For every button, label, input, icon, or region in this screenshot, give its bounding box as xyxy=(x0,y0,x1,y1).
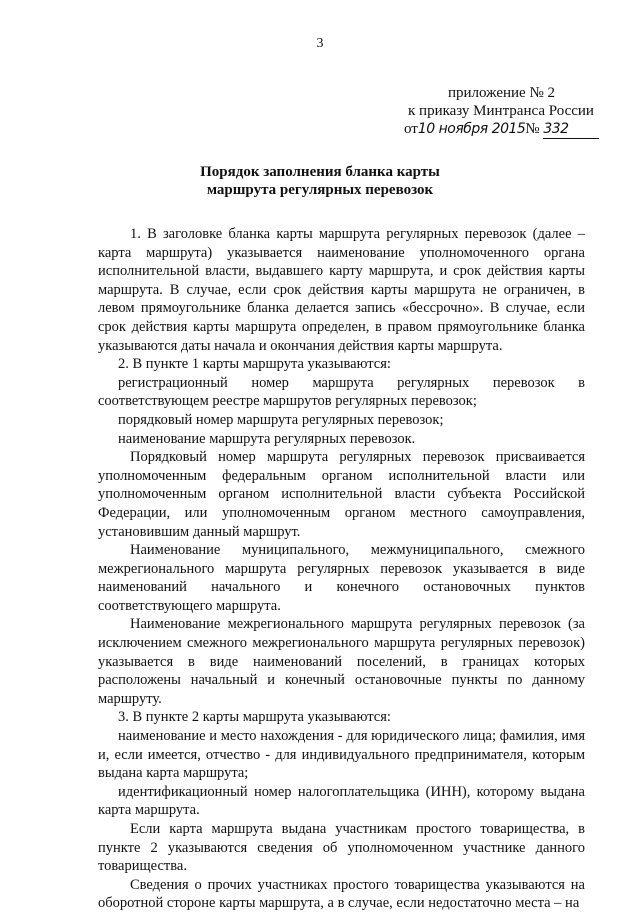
appendix-order: к приказу Минтранса России xyxy=(408,103,594,119)
document-body xyxy=(98,225,585,913)
number-underline xyxy=(543,120,599,139)
number-label: № xyxy=(525,121,540,137)
title-line-2: маршрута регулярных перевозок xyxy=(206,182,434,198)
paragraph: Если карта маршрута выдана участникам простого товарищества, в пункте 2 указываются сведения об уполномоченном участнике данного товарищества. xyxy=(98,821,585,875)
handwritten-date: 10 ноября 2015 xyxy=(417,121,526,137)
paragraph: Наименование муниципального, межмуниципального, смежного межрегионального маршрута регулярных перевозок указывается в виде наименований начального и конечного остановочных пунктов соответствующего маршрута. xyxy=(98,542,585,614)
document-title xyxy=(0,163,640,199)
appendix-title: приложение № 2 xyxy=(448,85,556,101)
paragraph: 3. В пункте 2 карты маршрута указываются: xyxy=(118,709,391,726)
paragraph: наименование маршрута регулярных перевозок. xyxy=(118,430,416,447)
appendix-date-line xyxy=(404,120,614,139)
appendix-block xyxy=(404,84,614,139)
paragraph: наименование и место нахождения - для юридического лица; фамилия, имя и, если имеется, отчество - для индивидуального предпринимателя, которым выдана карта маршрута; xyxy=(98,728,585,782)
paragraph: 1. В заголовке бланка карты маршрута регулярных перевозок (далее – карта маршрута) указывается наименование уполномоченного органа исполнительной власти, выдавшего карту маршрута, и срок действия карты маршрута. В случае, если срок действия карты маршрута не ограничен, в левом прямоугольнике бланка делается запись «бессрочно». В случае, если срок действия карты маршрута определен, в правом прямоугольнике бланка указываются даты начала и окончания действия карты маршрута. xyxy=(98,226,585,354)
paragraph: регистрационный номер маршрута регулярных перевозок в соответствующем реестре маршрутов регулярных перевозок; xyxy=(98,374,585,410)
paragraph: идентификационный номер налогоплательщика (ИНН), которому выдана карта маршрута. xyxy=(98,783,585,819)
from-label: от xyxy=(404,121,418,137)
paragraph: 2. В пункте 1 карты маршрута указываются: xyxy=(118,356,391,373)
title-line-1: Порядок заполнения бланка карты xyxy=(200,164,440,180)
paragraph: Порядковый номер маршрута регулярных перевозок присваивается уполномоченным федеральным органом исполнительной власти или уполномоченным органом исполнительной власти субъекта Российской Федерации, или уполномоченным органом местного самоуправления, установившим данный маршрут. xyxy=(98,449,585,540)
handwritten-number: 332 xyxy=(543,121,569,137)
paragraph: Сведения о прочих участниках простого товарищества указываются на оборотной стороне карты маршрута, а в случае, если недостаточно места – на xyxy=(98,876,585,912)
paragraph: порядковый номер маршрута регулярных перевозок; xyxy=(118,411,444,428)
paragraph: Наименование межрегионального маршрута регулярных перевозок (за исключением смежного межрегионального маршрута регулярных перевозок) указывается в виде наименований поселений, в границах которых расположены начальный и конечный остановочные пункты по данному маршруту. xyxy=(98,616,585,707)
page-number: 3 xyxy=(316,36,324,51)
